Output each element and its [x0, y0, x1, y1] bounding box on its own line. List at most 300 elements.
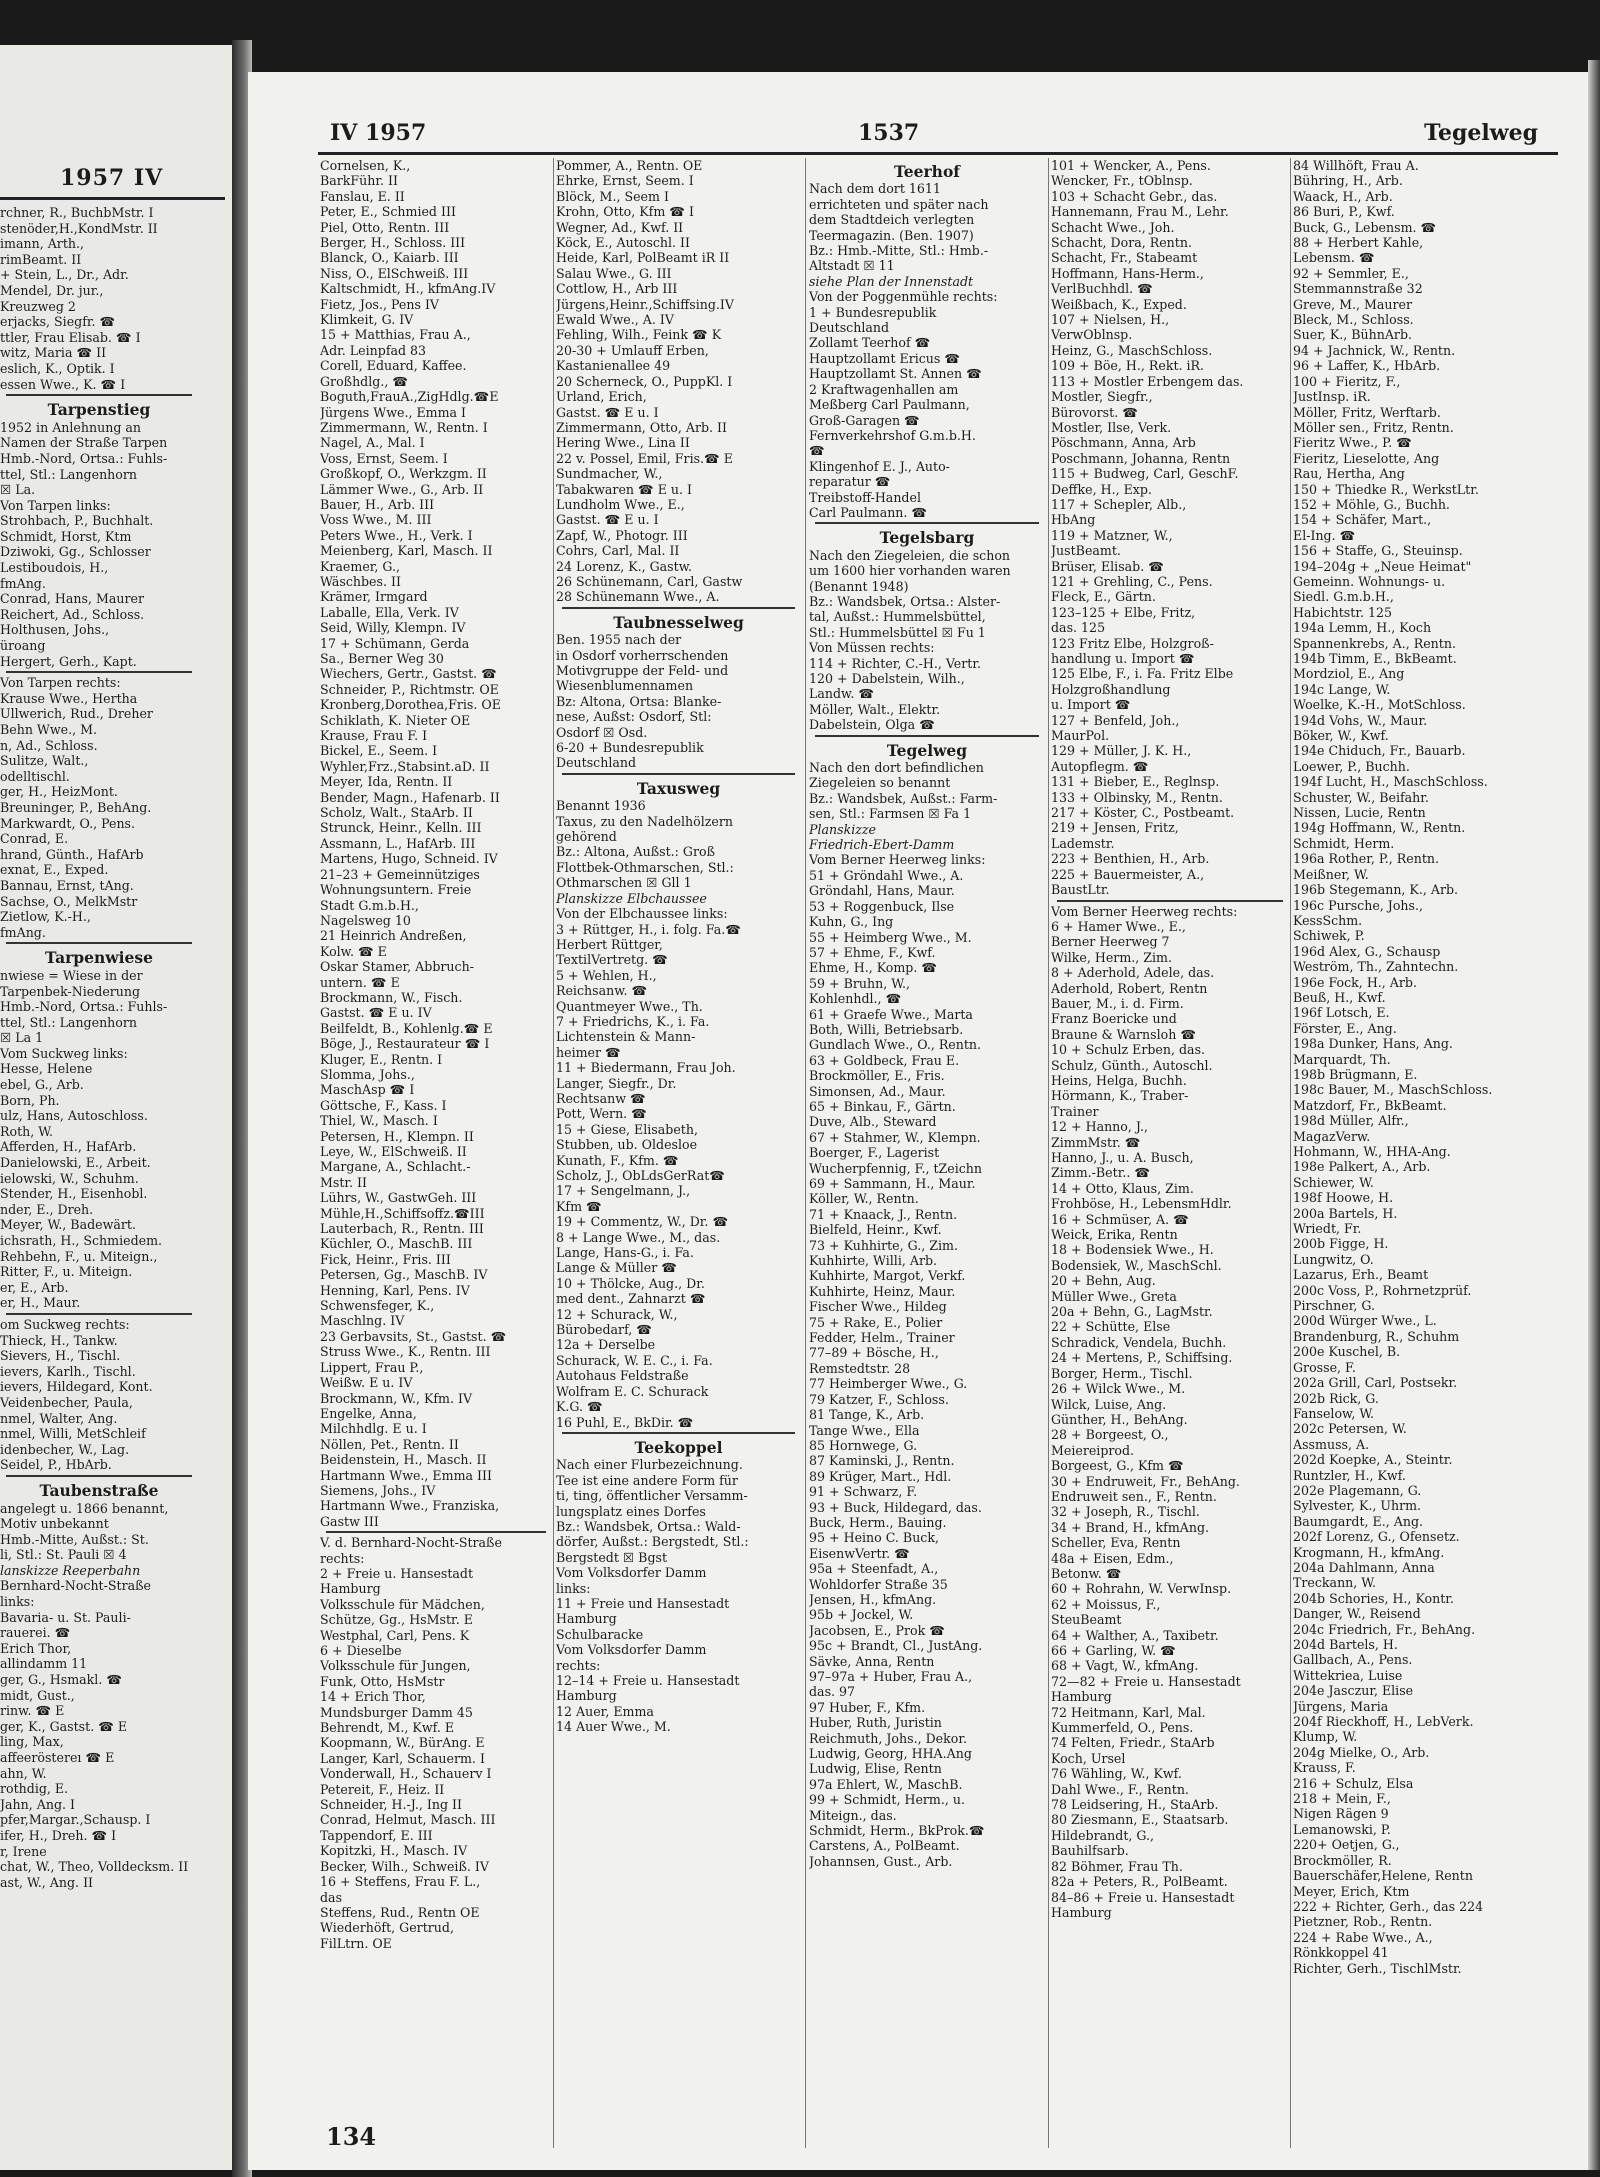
directory-entry: ling, Max,: [0, 1734, 64, 1750]
directory-entry: Veidenbecher, Paula,: [0, 1394, 133, 1410]
directory-entry: 103 + Schacht Gebr., das.: [1051, 188, 1218, 204]
directory-entry: Bleck, M., Schloss.: [1293, 312, 1414, 328]
directory-entry: ielowski, W., Schuhm.: [0, 1170, 139, 1186]
directory-entry: Nagel, A., Mal. I: [320, 435, 425, 451]
directory-entry: Aderhold, Robert, Rentn: [1051, 980, 1208, 996]
directory-entry: Maschlng. IV: [320, 1313, 405, 1329]
street-heading: Taubnesselweg: [613, 612, 744, 632]
directory-entry: 17 + Sengelmann, J.,: [556, 1183, 691, 1199]
directory-entry: 95a + Steenfadt, A.,: [809, 1561, 939, 1577]
directory-entry: 198e Palkert, A., Arb.: [1293, 1159, 1431, 1175]
directory-entry: Kuhhirte, Heinz, Maur.: [809, 1283, 956, 1299]
column-divider: [553, 158, 554, 2148]
directory-entry: 123 Fritz Elbe, Holzgroß-: [1051, 635, 1214, 651]
directory-entry: Blöck, M., Seem I: [556, 188, 669, 204]
directory-entry: Mundsburger Damm 45: [320, 1704, 473, 1720]
column-divider: [805, 158, 806, 2148]
directory-entry: Vom Suckweg links:: [0, 1045, 128, 1061]
column-divider: [1048, 158, 1049, 2148]
directory-entry: Wucherpfennig, F., tZeichn: [809, 1160, 983, 1176]
directory-entry: ttler, Frau Elisab. ☎ I: [0, 329, 141, 345]
directory-entry: Taxus, zu den Nadelhölzern: [556, 813, 734, 829]
directory-entry: 34 + Brand, H., kfmAng.: [1051, 1519, 1210, 1535]
directory-entry: JustBeamt.: [1051, 543, 1121, 559]
directory-entry: 71 + Knaack, J., Rentn.: [809, 1206, 958, 1222]
directory-entry: 63 + Goldbeck, Frau E.: [809, 1052, 960, 1068]
directory-entry: Bz.: Wandsbek, Außst.: Farm-: [809, 790, 998, 806]
directory-entry: Scheller, Eva, Rentn: [1051, 1535, 1181, 1551]
directory-entry: Meyer, Ida, Rentn. II: [320, 774, 453, 790]
directory-entry: Wolfram E. C. Schurack: [556, 1383, 709, 1399]
directory-entry: Tappendorf, E. III: [320, 1827, 433, 1843]
section-rule: [6, 1475, 192, 1477]
directory-entry: Dziwoki, Gg., Schlosser: [0, 544, 151, 560]
directory-entry: Wiederhöft, Gertrud,: [320, 1920, 454, 1936]
directory-entry: Kaltschmidt, H., kfmAng.IV: [320, 281, 496, 297]
directory-entry: Hamburg: [1051, 1689, 1112, 1705]
directory-entry: Hamburg: [556, 1688, 617, 1704]
directory-entry: 24 Lorenz, K., Gastw.: [556, 558, 692, 574]
directory-entry: Deutschland: [809, 320, 890, 336]
directory-entry: Möller sen., Fritz, Rentn.: [1293, 419, 1454, 435]
directory-entry: 26 Schünemann, Carl, Gastw: [556, 573, 743, 589]
directory-entry: 129 + Müller, J. K. H.,: [1051, 743, 1192, 759]
directory-entry: Fedder, Helm., Trainer: [809, 1330, 955, 1346]
directory-entry: Autopflegm. ☎: [1051, 758, 1149, 774]
directory-entry: 127 + Benfeld, Joh.,: [1051, 712, 1180, 728]
directory-entry: Kolw. ☎ E: [320, 943, 387, 959]
directory-entry: errichteten und später nach: [809, 196, 989, 212]
directory-entry: 196e Fock, H., Arb.: [1293, 974, 1417, 990]
directory-entry: 16 Puhl, E., BkDir. ☎: [556, 1414, 694, 1430]
directory-entry: 97–97a + Huber, Frau A.,: [809, 1669, 973, 1684]
directory-entry: Hmb.-Nord, Ortsa.: Fuhls-: [0, 450, 168, 466]
directory-entry: 156 + Staffe, G., Steuinsp.: [1293, 543, 1463, 559]
directory-entry: Dahl Wwe., F., Rentn.: [1051, 1781, 1189, 1797]
directory-entry: Brockmann, W., Kfm. IV: [320, 1390, 473, 1406]
directory-entry: 10 + Schulz Erben, das.: [1051, 1042, 1206, 1058]
directory-entry: Hanno, J., u. A. Busch,: [1051, 1150, 1194, 1165]
directory-entry: Bz.: Altona, Außst.: Groß: [556, 844, 715, 860]
directory-entry: Jensen, H., kfmAng.: [809, 1591, 937, 1607]
directory-entry: 6 + Hamer Wwe., E.,: [1051, 918, 1186, 934]
directory-entry: Sulitze, Walt.,: [0, 753, 89, 769]
directory-entry: Gastw III: [320, 1513, 379, 1529]
directory-entry: Fieritz Wwe., P. ☎: [1293, 435, 1412, 451]
directory-column-2: [556, 158, 801, 2148]
directory-entry: Becker, Wilh., Schweiß. IV: [320, 1858, 489, 1874]
directory-entry: Hamburg: [1051, 1904, 1112, 1920]
directory-entry: Fleck, E., Gärtn.: [1051, 589, 1156, 605]
directory-entry: 200a Bartels, H.: [1293, 1205, 1398, 1221]
directory-entry: Schurack, W. E. C., i. Fa.: [556, 1352, 713, 1368]
directory-entry: Suer, K., BühnArb.: [1293, 327, 1413, 343]
directory-entry: Zietlow, K.-H.,: [0, 909, 91, 925]
directory-entry: nder, E., Dreh.: [0, 1201, 94, 1217]
directory-entry: 87 Kaminski, J., Rentn.: [809, 1453, 955, 1469]
directory-entry: 15 + Giese, Elisabeth,: [556, 1121, 698, 1137]
directory-entry: Lazarus, Erh., Beamt: [1293, 1267, 1429, 1283]
directory-entry: Deutschland: [556, 755, 637, 771]
directory-entry: Lauterbach, R., Rentn. III: [320, 1221, 484, 1237]
directory-entry: Hergert, Gerh., Kapt.: [0, 653, 137, 669]
directory-entry: 96 + Laffer, K., HbArb.: [1293, 358, 1441, 374]
directory-entry: Piel, Otto, Rentn. III: [320, 219, 450, 235]
directory-entry: 30 + Endruweit, Fr., BehAng.: [1051, 1473, 1240, 1489]
right-running-head: [248, 120, 1588, 150]
directory-entry: imann, Arth.,: [0, 236, 84, 252]
directory-entry: odelltischl.: [0, 768, 70, 784]
directory-entry: 80 Ziesmann, E., Staatsarb.: [1051, 1812, 1229, 1828]
directory-entry: Kraemer, G.,: [320, 558, 401, 574]
directory-entry: Nigen Rägen 9: [1293, 1806, 1389, 1822]
section-rule: [6, 942, 192, 944]
directory-entry: erjacks, Siegfr. ☎: [0, 314, 116, 330]
directory-entry: Simonsen, Ad., Maur.: [809, 1083, 946, 1099]
directory-entry: Scholz, J., ObLdsGerRat☎: [556, 1168, 725, 1183]
directory-entry: Bz.: Wandsbek, Ortsa.: Wald-: [556, 1518, 741, 1534]
directory-entry: er, H., Maur.: [0, 1295, 81, 1311]
directory-entry: 100 + Fieritz, F.,: [1293, 373, 1401, 389]
running-head-left: IV 1957: [330, 120, 427, 146]
directory-entry: Spannenkrebs, A., Rentn.: [1293, 635, 1456, 651]
directory-entry: Petersen, H., Klempn. II: [320, 1128, 474, 1144]
directory-entry: Grosse, F.: [1293, 1359, 1356, 1375]
directory-entry: Von der Elbchaussee links:: [556, 906, 728, 922]
directory-entry: 194a Lemm, H., Koch: [1293, 620, 1432, 636]
street-heading: Taubenstraße: [39, 1480, 159, 1500]
directory-entry: Schacht, Fr., Stabeamt: [1051, 250, 1198, 266]
directory-entry: Osdorf ☒ Osd.: [556, 724, 648, 740]
directory-entry: Kunath, F., Kfm. ☎: [556, 1152, 679, 1168]
directory-entry: Lämmer Wwe., G., Arb. II: [320, 481, 484, 497]
directory-entry: Ehme, H., Komp. ☎: [809, 960, 938, 976]
directory-entry: Nöllen, Pet., Rentn. II: [320, 1436, 459, 1452]
directory-entry: Zollamt Teerhof ☎: [809, 335, 931, 351]
directory-entry: Petersen, Gg., MaschB. IV: [320, 1267, 488, 1283]
directory-entry: 1 + Bundesrepublik: [809, 304, 937, 320]
directory-entry: Möller, Fritz, Werftarb.: [1293, 404, 1441, 420]
directory-entry: Gemeinn. Wohnungs- u.: [1293, 573, 1446, 589]
directory-entry: Peter, E., Schmied III: [320, 204, 456, 220]
directory-entry: 223 + Benthien, H., Arb.: [1051, 851, 1210, 867]
directory-entry: Treibstoff-Handel: [809, 489, 921, 505]
directory-entry: Pietzner, Rob., Rentn.: [1293, 1914, 1433, 1930]
directory-entry: Fick, Heinr., Fris. III: [320, 1251, 451, 1267]
directory-entry: Corell, Eduard, Kaffee.: [320, 358, 467, 374]
directory-column-5: [1293, 158, 1531, 2148]
directory-entry: 204e Jasczur, Elise: [1293, 1683, 1414, 1699]
directory-entry: Scholz, Walt., StaArb. II: [320, 805, 473, 821]
directory-entry: 61 + Graefe Wwe., Marta: [809, 1006, 973, 1022]
directory-entry: 86 Buri, P., Kwf.: [1293, 204, 1395, 220]
directory-entry: Westphal, Carl, Pens. K: [320, 1627, 470, 1643]
street-heading: Teerhof: [894, 162, 960, 181]
directory-entry: Quantmeyer Wwe., Th.: [556, 998, 703, 1014]
directory-entry: Frohböse, H., LebensmHdlr.: [1051, 1196, 1232, 1212]
directory-entry: Fischer Wwe., Hildeg: [809, 1299, 947, 1315]
directory-entry: ebel, G., Arb.: [0, 1077, 84, 1093]
directory-entry: Reichert, Ad., Schloss.: [0, 606, 145, 622]
directory-entry: Kopitzki, H., Masch. IV: [320, 1843, 468, 1859]
directory-entry: 109 + Böe, H., Rekt. iR.: [1051, 358, 1205, 374]
directory-entry: 17 + Schümann, Gerda: [320, 635, 470, 651]
directory-entry: Heide, Karl, PolBeamt iR II: [556, 250, 730, 266]
directory-entry: Großkopf, O., Werkzgm. II: [320, 466, 487, 482]
directory-column-3: [809, 158, 1045, 2148]
directory-entry: Vom Berner Heerweg links:: [809, 852, 986, 868]
left-running-head: 1957 IV: [60, 165, 164, 191]
directory-entry: Kastanienallee 49: [556, 358, 671, 374]
directory-entry: Urland, Erich,: [556, 389, 647, 405]
directory-entry: Lippert, Frau P.,: [320, 1359, 424, 1375]
directory-entry: Mordziol, E., Ang: [1293, 666, 1405, 682]
directory-entry: Ullwerich, Rud., Dreher: [0, 706, 153, 722]
directory-entry: essen Wwe., K. ☎ I: [0, 376, 126, 392]
running-head-right: Tegelweg: [1424, 120, 1538, 146]
directory-entry: BarkFühr. II: [320, 173, 398, 189]
directory-entry: Hannemann, Frau M., Lehr.: [1051, 204, 1229, 220]
directory-entry: Othmarschen ☒ Gll 1: [556, 875, 692, 891]
directory-entry: 202a Grill, Carl, Postsekr.: [1293, 1375, 1458, 1391]
directory-entry: Mostler, Ilse, Verk.: [1051, 419, 1172, 435]
directory-entry: 198f Hoowe, H.: [1293, 1190, 1394, 1206]
directory-entry: Möller, Walt., Elektr.: [809, 701, 941, 717]
directory-entry: Bauer, H., Arb. III: [320, 496, 435, 512]
directory-entry: Jürgens, Maria: [1293, 1698, 1389, 1714]
directory-entry: Meiereiprod.: [1051, 1442, 1135, 1458]
directory-entry: das. 97: [809, 1684, 856, 1700]
directory-entry: Reichmuth, Johs., Dekor.: [809, 1730, 967, 1746]
directory-entry: r, Irene: [0, 1843, 47, 1859]
directory-entry: Meßberg Carl Paulmann,: [809, 397, 970, 413]
directory-entry: rauerei. ☎: [0, 1625, 71, 1641]
directory-entry: 16 + Schmüser, A. ☎: [1051, 1211, 1189, 1227]
directory-entry: 64 + Walther, A., Taxibetr.: [1051, 1627, 1219, 1643]
directory-entry: Gröndahl, Hans, Maur.: [809, 883, 955, 899]
directory-entry: n, Ad., Schloss.: [0, 737, 98, 753]
directory-entry: Kohlenhdl., ☎: [809, 991, 902, 1007]
directory-entry: Fernverkehrshof G.m.b.H.: [809, 427, 976, 443]
directory-entry: Richter, Gerh., TischlMstr.: [1293, 1960, 1462, 1976]
directory-entry: Bauhilfsarb.: [1051, 1843, 1129, 1859]
directory-entry: 121 + Grehling, C., Pens.: [1051, 573, 1213, 589]
directory-entry: Vonderwall, H., Schauerv I: [320, 1766, 492, 1782]
directory-entry: Sundmacher, W.,: [556, 466, 663, 482]
directory-entry: + Stein, L., Dr., Adr.: [0, 267, 129, 283]
directory-entry: Klimkeit, G. IV: [320, 312, 414, 328]
directory-entry: TextilVertretg. ☎: [556, 952, 668, 968]
directory-entry: Bielfeld, Heinr., Kwf.: [809, 1222, 942, 1238]
directory-entry: Bauerschäfer,Helene, Rentn: [1293, 1868, 1473, 1884]
directory-entry: 114 + Richter, C.-H., Vertr.: [809, 655, 981, 671]
directory-entry: Ewald Wwe., A. IV: [556, 312, 674, 328]
directory-entry: El-Ing. ☎: [1293, 527, 1356, 543]
directory-entry: Thieck, H., Tankw.: [0, 1332, 118, 1348]
directory-entry: Lebensm. ☎: [1293, 250, 1375, 266]
directory-entry: 74 Felten, Friedr., StaArb: [1051, 1735, 1215, 1751]
directory-entry: Zimm.-Betr.. ☎: [1051, 1165, 1151, 1181]
directory-entry: 194g Hoffmann, W., Rentn.: [1293, 820, 1466, 836]
directory-entry: Schwensfeger, K.,: [320, 1298, 435, 1314]
directory-entry: Friedrich-Ebert-Damm: [809, 837, 955, 853]
directory-entry: Schacht, Dora, Rentn.: [1051, 235, 1192, 251]
directory-entry: Lichtenstein & Mann-: [556, 1029, 696, 1045]
directory-entry: Behrendt, M., Kwf. E: [320, 1720, 455, 1736]
directory-entry: Holthusen, Johs.,: [0, 622, 110, 638]
directory-entry: in Osdorf vorherrschenden: [556, 647, 729, 663]
directory-entry: Krohn, Otto, Kfm ☎ I: [556, 204, 694, 220]
directory-entry: 222 + Richter, Gerh., das 224: [1293, 1898, 1484, 1914]
directory-entry: eslich, K., Optik. I: [0, 360, 115, 376]
directory-entry: Strunck, Heinr., Kelln. III: [320, 820, 482, 836]
directory-entry: Danger, W., Reisend: [1293, 1606, 1421, 1622]
directory-entry: Stender, H., Eisenhobl.: [0, 1186, 148, 1202]
directory-entry: rechts:: [556, 1657, 601, 1673]
directory-entry: 93 + Buck, Hildegard, das.: [809, 1499, 982, 1515]
directory-entry: Ludwig, Elise, Rentn: [809, 1761, 942, 1777]
directory-entry: Schradick, Vendela, Buchh.: [1051, 1334, 1227, 1350]
directory-entry: Baumgardt, E., Ang.: [1293, 1513, 1424, 1529]
directory-entry: Flottbek-Othmarschen, Stl.:: [556, 859, 734, 875]
directory-entry: 125 Elbe, F., i. Fa. Fritz Elbe: [1051, 666, 1234, 682]
directory-entry: Wittekriea, Luise: [1293, 1667, 1403, 1683]
directory-entry: 115 + Budweg, Carl, GeschF.: [1051, 466, 1239, 482]
directory-entry: Rehbehn, F., u. Miteign.,: [0, 1248, 158, 1264]
directory-entry: Greve, M., Maurer: [1293, 296, 1413, 312]
directory-entry: affeeröstereı ☎ E: [0, 1750, 115, 1765]
directory-entry: 99 + Schmidt, Herm., u.: [809, 1792, 965, 1808]
directory-entry: EisenwVertr. ☎: [809, 1545, 910, 1561]
directory-entry: Hauptzollamt St. Annen ☎: [809, 366, 982, 382]
directory-entry: FilLtrn. OE: [320, 1935, 392, 1951]
directory-entry: 194b Timm, E., BkBeamt.: [1293, 651, 1457, 666]
directory-entry: Müller Wwe., Greta: [1051, 1288, 1177, 1304]
directory-entry: Hamburg: [320, 1581, 381, 1597]
directory-entry: tal, Außst.: Hummelsbüttel,: [809, 609, 986, 625]
directory-entry: V. d. Bernhard-Nocht-Straße: [320, 1535, 502, 1551]
directory-entry: Göttsche, F., Kass. I: [320, 1097, 447, 1113]
directory-entry: 131 + Bieber, E., Reglnsp.: [1051, 774, 1220, 790]
directory-entry: Siedl. G.m.b.H.,: [1293, 589, 1394, 605]
directory-entry: 194–204g + „Neue Heimat": [1293, 558, 1472, 574]
directory-entry: 22 v. Possel, Emil, Fris.☎ E: [556, 450, 733, 466]
directory-entry: Deffke, H., Exp.: [1051, 481, 1152, 497]
directory-entry: Klump, W.: [1293, 1729, 1358, 1745]
directory-entry: 66 + Garling, W. ☎: [1051, 1643, 1176, 1658]
directory-entry: Hering Wwe., Lina II: [556, 435, 690, 451]
directory-entry: 12 + Schurack, W.,: [556, 1306, 678, 1322]
directory-entry: Wyhler,Frz.,Stabsint.aD. II: [320, 758, 490, 774]
directory-entry: 81 Tange, K., Arb.: [809, 1407, 925, 1423]
directory-entry: Schmidt, Horst, Ktm: [0, 528, 132, 544]
directory-entry: 194f Lucht, H., MaschSchloss.: [1293, 774, 1488, 790]
directory-entry: Fehling, Wilh., Feink ☎ K: [556, 327, 722, 343]
directory-entry: 97 Huber, F., Kfm.: [809, 1699, 926, 1715]
directory-entry: hrand, Günth., HafArb: [0, 846, 144, 862]
right-header-rule: [318, 152, 1558, 155]
directory-entry: Loewer, P., Buchh.: [1293, 758, 1410, 774]
directory-entry: Woelke, K.-H., MotSchloss.: [1293, 697, 1466, 713]
directory-entry: Klingenhof E. J., Auto-: [809, 458, 950, 474]
directory-entry: Schneider, H.-J., Ing II: [320, 1797, 462, 1813]
directory-entry: 91 + Schwarz, F.: [809, 1484, 918, 1500]
directory-entry: Von Müssen rechts:: [809, 640, 935, 656]
directory-entry: Lestiboudois, H.,: [0, 560, 109, 576]
directory-entry: 28 Schünemann Wwe., A.: [556, 589, 720, 605]
directory-entry: Borgeest, G., Kfm ☎: [1051, 1458, 1184, 1474]
street-heading: Teekoppel: [634, 1437, 723, 1457]
directory-entry: Köller, W., Rentn.: [809, 1191, 919, 1207]
directory-entry: 196c Pursche, Johs.,: [1293, 897, 1423, 913]
directory-entry: Johannsen, Gust., Arb.: [809, 1853, 953, 1869]
directory-entry: Petereit, F., Heiz. II: [320, 1781, 445, 1797]
directory-entry: Brockmöller, E., Fris.: [809, 1068, 945, 1084]
directory-entry: Braune & Warnsloh ☎: [1051, 1026, 1197, 1042]
directory-entry: Hörmann, K., Traber-: [1051, 1088, 1189, 1104]
directory-entry: Schulz, Günth., Autoschl.: [1051, 1057, 1213, 1073]
directory-entry: rchner, R., BuchbMstr. I: [0, 205, 154, 220]
directory-entry: om Suckweg rechts:: [0, 1316, 130, 1332]
directory-entry: Kuhhirte, Willi, Arb.: [809, 1253, 938, 1269]
directory-entry: gehörend: [556, 829, 617, 845]
directory-entry: Peters Wwe., H., Verk. I: [320, 527, 473, 543]
directory-entry: Tee ist eine andere Form für: [556, 1472, 738, 1488]
directory-entry: 62 + Moissus, F.,: [1051, 1596, 1161, 1612]
section-rule: [6, 394, 192, 396]
directory-entry: Von der Poggenmühle rechts:: [809, 289, 998, 305]
directory-entry: Nissen, Lucie, Rentn: [1293, 805, 1426, 821]
directory-entry: Waack, H., Arb.: [1293, 188, 1393, 204]
directory-entry: 14 Auer Wwe., M.: [556, 1719, 671, 1735]
directory-entry: Blanck, O., Kaiarb. III: [320, 250, 459, 266]
directory-entry: Habichtstr. 125: [1293, 604, 1393, 620]
directory-entry: Sa., Berner Weg 30: [320, 651, 444, 666]
directory-entry: Tange Wwe., Ella: [809, 1422, 920, 1438]
directory-entry: Weström, Th., Zahntechn.: [1293, 959, 1459, 975]
directory-entry: Wäschbes. II: [320, 573, 401, 589]
directory-entry: ☒ La 1: [0, 1030, 44, 1046]
directory-entry: Cohrs, Carl, Mal. II: [556, 543, 680, 559]
directory-entry: reparatur ☎: [809, 474, 891, 490]
directory-entry: Conrad, E.: [0, 831, 69, 847]
directory-entry: 1952 in Anlehnung an: [0, 419, 142, 435]
directory-entry: 204d Bartels, H.: [1293, 1637, 1398, 1652]
directory-entry: Fanslau, E. II: [320, 188, 405, 204]
directory-entry: Kuhhirte, Margot, Verkf.: [809, 1268, 966, 1284]
directory-entry: 20-30 + Umlauff Erben,: [556, 342, 709, 358]
directory-entry: Brockmann, W., Fisch.: [320, 989, 463, 1005]
right-page: [248, 72, 1588, 2170]
directory-entry: nese, Außst: Osdorf, Stl:: [556, 709, 712, 725]
directory-entry: med dent., Zahnarzt ☎: [556, 1291, 706, 1307]
directory-entry: 95 + Heino C. Buck,: [809, 1530, 939, 1546]
directory-entry: Hartmann Wwe., Franziska,: [320, 1498, 500, 1514]
directory-entry: 152 + Möhle, G., Buchh.: [1293, 496, 1450, 512]
directory-entry: 198c Bauer, M., MaschSchloss.: [1293, 1082, 1493, 1098]
directory-entry: Pirschner, G.: [1293, 1298, 1375, 1314]
directory-entry: Stl.: Hummelsbüttel ☒ Fu 1: [809, 624, 986, 640]
directory-entry: 95b + Jockel, W.: [809, 1607, 914, 1623]
directory-entry: 20 + Behn, Aug.: [1051, 1273, 1156, 1289]
directory-entry: Engelke, Anna,: [320, 1405, 417, 1421]
directory-entry: rimBeamt. II: [0, 251, 82, 267]
directory-entry: 220+ Oetjen, G.,: [1293, 1837, 1400, 1853]
directory-entry: Hamburg: [556, 1611, 617, 1627]
directory-entry: lanskizze Reeperbahn: [0, 1562, 141, 1578]
directory-entry: Thiel, W., Masch. I: [320, 1113, 438, 1129]
directory-entry: Landw. ☎: [809, 686, 875, 702]
